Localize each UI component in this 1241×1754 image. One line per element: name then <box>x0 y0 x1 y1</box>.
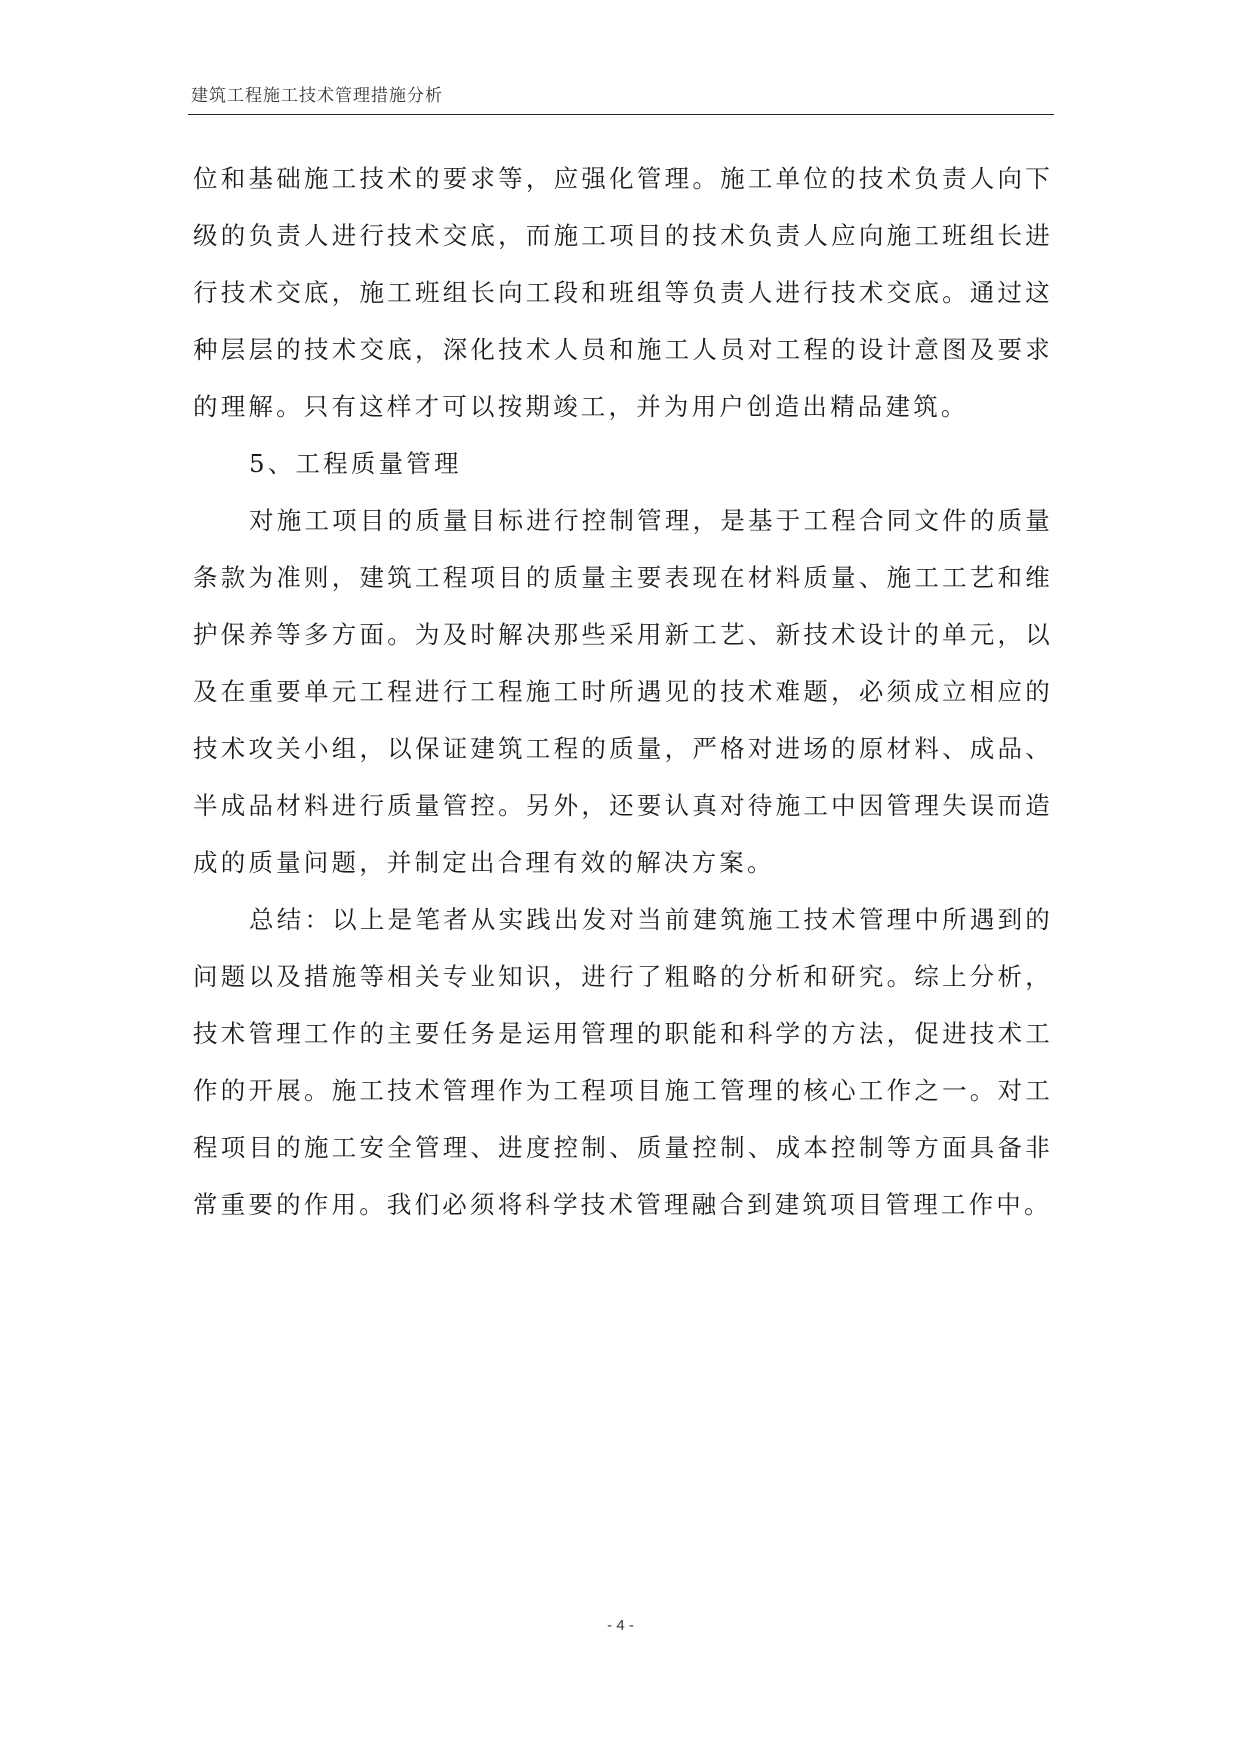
section-heading-quality-management: 5、工程质量管理 <box>249 449 462 478</box>
page-header <box>188 86 1054 115</box>
document-title: 建筑工程施工技术管理措施分析 <box>191 86 443 106</box>
paragraph-summary: 总结：以上是笔者从实践出发对当前建筑施工技术管理中所遇到的问题以及措施等相关专业知识，进行了粗略的分析和研究。综上分析，技术管理工作的主要任务是运用管理的职能和科学的方法，促进技术工作的开展。施工技术管理作为工程项目施工管理的核心工作之一。对工程项目的施工安全管理、进度控制、质量控制、成本控制等方面具备非常重要的作用。我们必须将科学技术管理融合到建筑项目管理工作中。 <box>193 905 1053 1219</box>
document-body <box>193 150 1053 1233</box>
page-number: - 4 - <box>607 1617 634 1634</box>
paragraph-technical-briefing: 位和基础施工技术的要求等，应强化管理。施工单位的技术负责人向下级的负责人进行技术交底，而施工项目的技术负责人应向施工班组长进行技术交底，施工班组长向工段和班组等负责人进行技术交底。通过这种层层的技术交底，深化技术人员和施工人员对工程的设计意图及要求的理解。只有这样才可以按期竣工，并为用户创造出精品建筑。 <box>193 164 1053 421</box>
paragraph-quality-management: 对施工项目的质量目标进行控制管理，是基于工程合同文件的质量条款为准则，建筑工程项目的质量主要表现在材料质量、施工工艺和维护保养等多方面。为及时解决那些采用新工艺、新技术设计的单元，以及在重要单元工程进行工程施工时所遇见的技术难题，必须成立相应的技术攻关小组，以保证建筑工程的质量，严格对进场的原材料、成品、半成品材料进行质量管控。另外，还要认真对待施工中因管理失误而造成的质量问题，并制定出合理有效的解决方案。 <box>193 506 1053 877</box>
